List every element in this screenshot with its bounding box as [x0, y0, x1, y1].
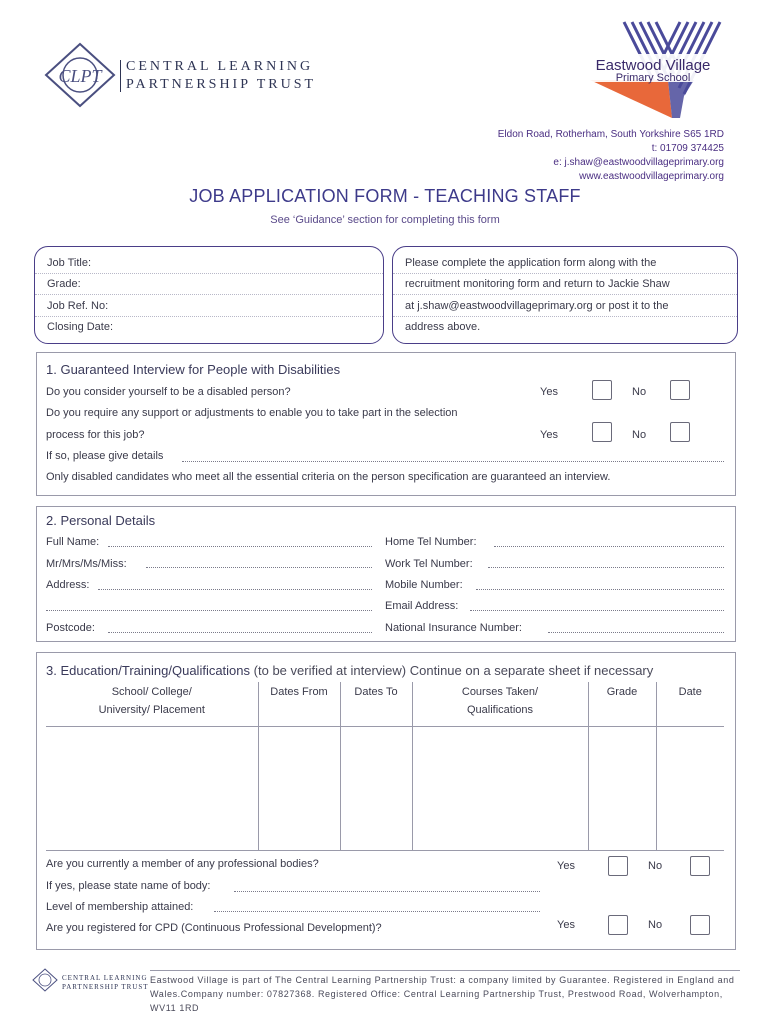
instruction-line-4: address above.: [405, 321, 481, 333]
work-tel-input[interactable]: [488, 567, 724, 568]
section3-title-main: 3. Education/Training/Qualifications: [46, 663, 251, 678]
footer-logo-line1: CENTRAL LEARNING: [62, 974, 148, 982]
section1-title: 1. Guaranteed Interview for People with Disabilities: [46, 362, 341, 377]
cpd-yes-label: Yes: [557, 919, 575, 931]
education-entry-row: [46, 726, 724, 850]
cpd-question: Are you registered for CPD (Continuous Professional Development)?: [46, 922, 382, 934]
details-label: If so, please give details: [46, 450, 164, 462]
details-input-line[interactable]: [182, 461, 724, 462]
col-grade: Grade: [588, 682, 656, 726]
form-title: JOB APPLICATION FORM - TEACHING STAFF: [189, 186, 581, 206]
job-details-box: [34, 246, 384, 344]
cpd-no-label: No: [648, 919, 663, 931]
q1-no-checkbox[interactable]: [670, 380, 690, 400]
col-date: Date: [656, 682, 724, 726]
footer-legal-line1: Eastwood Village is part of The Central Learning Partnership Trust: a company limited by Guarantee. Registered in England and: [150, 975, 735, 985]
job-ref-field[interactable]: Job Ref. No:: [35, 296, 383, 317]
col-dates-to: Dates To: [340, 682, 412, 726]
cpd-yes-checkbox[interactable]: [608, 915, 628, 935]
clpt-wordmark: [126, 58, 346, 94]
instructions-box: [392, 246, 738, 344]
q2-yes-checkbox[interactable]: [592, 422, 612, 442]
col-school: [46, 682, 258, 726]
logo-divider: [120, 60, 121, 92]
col-courses-line1: Courses Taken/: [461, 686, 539, 698]
ni-input[interactable]: [548, 632, 724, 633]
mobile-label: Mobile Number:: [385, 579, 463, 591]
prof-no-label: No: [648, 860, 663, 872]
cell-courses[interactable]: [412, 726, 588, 850]
svg-text:CLPT: CLPT: [58, 66, 102, 86]
col-school-line2: University/ Placement: [98, 704, 205, 716]
section2-title: 2. Personal Details: [46, 513, 156, 528]
q1-yes-checkbox[interactable]: [592, 380, 612, 400]
cell-school[interactable]: [46, 726, 258, 850]
clpt-line2: PARTNERSHIP TRUST: [126, 77, 317, 92]
q2-no-checkbox[interactable]: [670, 422, 690, 442]
prof-yes-label: Yes: [557, 860, 575, 872]
q1-yes-label: Yes: [540, 386, 558, 398]
form-subtitle: See ‘Guidance’ section for completing this form: [270, 214, 500, 226]
q1-no-label: No: [632, 386, 647, 398]
prof-bodies-question: Are you currently a member of any professional bodies?: [46, 858, 319, 870]
email-input[interactable]: [470, 610, 724, 611]
col-courses: [412, 682, 588, 726]
education-header-row: [46, 682, 724, 726]
footer-clpt-wordmark: [62, 974, 149, 992]
support-question-line2: process for this job?: [46, 429, 145, 441]
footer-logo-line2: PARTNERSHIP TRUST: [62, 983, 149, 991]
cell-grade[interactable]: [588, 726, 656, 850]
footer-clpt-logo: [32, 968, 58, 992]
q2-no-label: No: [632, 429, 647, 441]
address-label: Address:: [46, 579, 90, 591]
home-tel-label: Home Tel Number:: [385, 536, 477, 548]
clpt-logo: [44, 42, 116, 108]
prof-yes-checkbox[interactable]: [608, 856, 628, 876]
full-name-label: Full Name:: [46, 536, 100, 548]
body-name-label: If yes, please state name of body:: [46, 880, 211, 892]
section3-title: [46, 663, 653, 678]
contact-email[interactable]: e: j.shaw@eastwoodvillageprimary.org: [553, 157, 724, 168]
postcode-label: Postcode:: [46, 622, 95, 634]
school-name: Eastwood Village: [595, 57, 711, 74]
support-question-line1: Do you require any support or adjustments to enable you to take part in the selection: [46, 407, 458, 419]
body-name-input[interactable]: [234, 891, 540, 892]
col-courses-line2: Qualifications: [466, 704, 534, 716]
work-tel-label: Work Tel Number:: [385, 558, 473, 570]
col-dates-from: Dates From: [258, 682, 340, 726]
cell-date[interactable]: [656, 726, 724, 850]
postcode-input[interactable]: [108, 632, 372, 633]
membership-input[interactable]: [214, 911, 540, 912]
instruction-line-2: recruitment monitoring form and return to Jackie Shaw: [393, 274, 737, 295]
closing-date-field[interactable]: Closing Date:: [47, 321, 114, 333]
grade-field[interactable]: Grade:: [35, 274, 383, 295]
ni-label: National Insurance Number:: [385, 622, 522, 634]
instruction-line-1: Please complete the application form along with the: [393, 253, 737, 274]
title-input[interactable]: [146, 567, 372, 568]
address-input-1[interactable]: [98, 589, 372, 590]
prof-no-checkbox[interactable]: [690, 856, 710, 876]
cpd-no-checkbox[interactable]: [690, 915, 710, 935]
footer-legal: [150, 970, 740, 1015]
disabled-question: Do you consider yourself to be a disabled person?: [46, 386, 291, 398]
col-school-line1: School/ College/: [111, 686, 192, 698]
school-subtitle: Primary School: [615, 72, 691, 84]
instruction-line-3: at j.shaw@eastwoodvillageprimary.org or post it to the: [393, 296, 737, 317]
title-label: Mr/Mrs/Ms/Miss:: [46, 558, 127, 570]
contact-website[interactable]: www.eastwoodvillageprimary.org: [579, 171, 724, 182]
contact-block: [498, 128, 724, 184]
clpt-line1: CENTRAL LEARNING: [126, 59, 314, 74]
address-input-2[interactable]: [46, 610, 372, 611]
disability-note: Only disabled candidates who meet all the essential criteria on the person specification are guaranteed an interview.: [46, 471, 611, 483]
contact-phone: t: 01709 374425: [651, 143, 724, 154]
mobile-input[interactable]: [476, 589, 724, 590]
home-tel-input[interactable]: [494, 546, 724, 547]
contact-address: Eldon Road, Rotherham, South Yorkshire S65 1RD: [497, 129, 724, 140]
education-table: [46, 682, 724, 851]
q2-yes-label: Yes: [540, 429, 558, 441]
cell-dates-from[interactable]: [258, 726, 340, 850]
section3-title-note: (to be verified at interview) Continue on a separate sheet if necessary: [253, 663, 654, 678]
cell-dates-to[interactable]: [340, 726, 412, 850]
job-title-field[interactable]: Job Title:: [35, 253, 383, 274]
email-label: Email Address:: [385, 600, 459, 612]
footer-legal-line2: Wales.Company number: 07827368. Registered Office: Central Learning Partnership Trust, Prestwood Road, Wolverhampton, WV11 1RD: [150, 989, 723, 1013]
membership-label: Level of membership attained:: [46, 901, 194, 913]
full-name-input[interactable]: [108, 546, 372, 547]
